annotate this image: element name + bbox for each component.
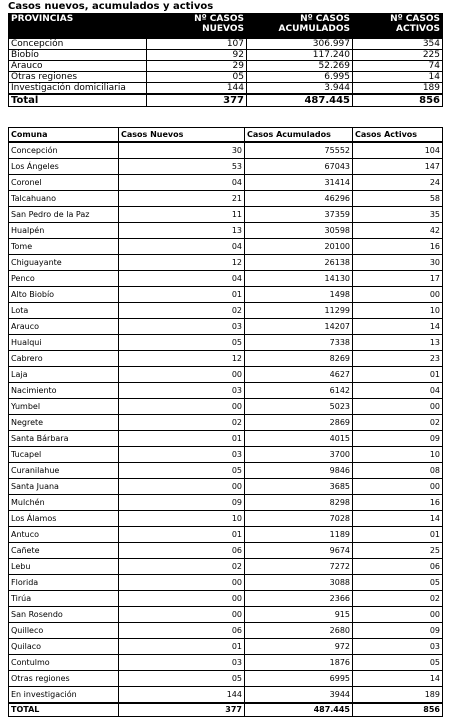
cell-acumulados: 37359 <box>245 207 353 223</box>
cell-name: Biobío <box>9 50 147 61</box>
total-acumulados: 487.445 <box>247 94 353 107</box>
cell-name: Contulmo <box>9 655 119 671</box>
cell-acumulados: 3944 <box>245 687 353 704</box>
cell-activos: 09 <box>353 431 443 447</box>
summary-body <box>9 39 443 95</box>
cell-acumulados: 14207 <box>245 319 353 335</box>
cell-acumulados: 6.995 <box>247 72 353 83</box>
commune-row <box>9 175 443 191</box>
cell-acumulados: 14130 <box>245 271 353 287</box>
total-activos: 856 <box>353 703 443 717</box>
commune-row <box>9 607 443 623</box>
cell-nuevos: 00 <box>119 367 245 383</box>
header-casos-activos: Casos Activos <box>353 128 443 143</box>
header-line: NUEVOS <box>202 24 244 34</box>
cell-acumulados: 2366 <box>245 591 353 607</box>
cell-nuevos: 05 <box>119 463 245 479</box>
header-casos-acumulados: Casos Acumulados <box>245 128 353 143</box>
cell-name: Quilaco <box>9 639 119 655</box>
cell-name: Antuco <box>9 527 119 543</box>
cell-name: Otras regiones <box>9 671 119 687</box>
cell-name: Yumbel <box>9 399 119 415</box>
cell-nuevos: 06 <box>119 543 245 559</box>
cell-activos: 00 <box>353 399 443 415</box>
cell-activos: 225 <box>353 50 443 61</box>
cell-acumulados: 26138 <box>245 255 353 271</box>
cell-nuevos: 12 <box>119 255 245 271</box>
cell-acumulados: 8269 <box>245 351 353 367</box>
cell-nuevos: 00 <box>119 591 245 607</box>
page-title: Casos nuevos, acumulados y activos <box>8 1 214 12</box>
cell-acumulados: 915 <box>245 607 353 623</box>
cell-nuevos: 03 <box>119 383 245 399</box>
cell-nuevos: 13 <box>119 223 245 239</box>
cell-name: Arauco <box>9 319 119 335</box>
cell-acumulados: 3.944 <box>247 83 353 95</box>
commune-row <box>9 671 443 687</box>
cell-name: Los Ángeles <box>9 159 119 175</box>
header-line: Nº CASOS <box>194 14 244 24</box>
cell-name: Santa Bárbara <box>9 431 119 447</box>
cell-name: Alto Biobío <box>9 287 119 303</box>
summary-row <box>9 50 443 61</box>
total-label: TOTAL <box>9 703 119 717</box>
cell-name: Hualqui <box>9 335 119 351</box>
cell-acumulados: 30598 <box>245 223 353 239</box>
summary-row <box>9 39 443 50</box>
commune-row <box>9 559 443 575</box>
header-line: ACUMULADOS <box>278 24 350 34</box>
commune-row <box>9 639 443 655</box>
cell-acumulados: 7272 <box>245 559 353 575</box>
cell-activos: 42 <box>353 223 443 239</box>
cell-nuevos: 30 <box>119 142 245 159</box>
cell-activos: 14 <box>353 671 443 687</box>
cell-activos: 10 <box>353 303 443 319</box>
cell-nuevos: 107 <box>147 39 247 50</box>
cell-name: Cabrero <box>9 351 119 367</box>
cell-nuevos: 05 <box>119 335 245 351</box>
summary-row <box>9 83 443 95</box>
cell-activos: 24 <box>353 175 443 191</box>
commune-row <box>9 575 443 591</box>
cell-activos: 25 <box>353 543 443 559</box>
cell-activos: 30 <box>353 255 443 271</box>
summary-row <box>9 72 443 83</box>
cell-nuevos: 06 <box>119 623 245 639</box>
cell-activos: 01 <box>353 367 443 383</box>
cell-name: Cañete <box>9 543 119 559</box>
cell-name: Mulchén <box>9 495 119 511</box>
cell-acumulados: 20100 <box>245 239 353 255</box>
commune-row <box>9 223 443 239</box>
cell-name: Quilleco <box>9 623 119 639</box>
commune-row <box>9 319 443 335</box>
cell-name: Laja <box>9 367 119 383</box>
cell-activos: 10 <box>353 447 443 463</box>
cell-name: Los Álamos <box>9 511 119 527</box>
cell-nuevos: 10 <box>119 511 245 527</box>
commune-row <box>9 159 443 175</box>
cell-acumulados: 75552 <box>245 142 353 159</box>
cell-activos: 14 <box>353 319 443 335</box>
total-nuevos: 377 <box>119 703 245 717</box>
cell-name: Negrete <box>9 415 119 431</box>
cell-nuevos: 03 <box>119 447 245 463</box>
cell-nuevos: 12 <box>119 351 245 367</box>
cell-activos: 13 <box>353 335 443 351</box>
cell-nuevos: 92 <box>147 50 247 61</box>
cell-nuevos: 03 <box>119 319 245 335</box>
cell-activos: 06 <box>353 559 443 575</box>
cell-acumulados: 11299 <box>245 303 353 319</box>
communes-table <box>8 127 443 717</box>
cell-nuevos: 00 <box>119 607 245 623</box>
cell-name: Curanilahue <box>9 463 119 479</box>
cell-acumulados: 67043 <box>245 159 353 175</box>
cell-name: Santa Juana <box>9 479 119 495</box>
commune-row <box>9 479 443 495</box>
cell-nuevos: 05 <box>119 671 245 687</box>
cell-activos: 14 <box>353 72 443 83</box>
cell-acumulados: 46296 <box>245 191 353 207</box>
cell-name: Nacimiento <box>9 383 119 399</box>
cell-acumulados: 6142 <box>245 383 353 399</box>
cell-activos: 35 <box>353 207 443 223</box>
communes-body <box>9 142 443 703</box>
cell-acumulados: 7028 <box>245 511 353 527</box>
summary-table <box>8 13 443 107</box>
cell-acumulados: 1498 <box>245 287 353 303</box>
header-line: ACTIVOS <box>396 24 440 34</box>
cell-nuevos: 21 <box>119 191 245 207</box>
cell-acumulados: 2869 <box>245 415 353 431</box>
cell-nuevos: 02 <box>119 559 245 575</box>
cell-activos: 02 <box>353 591 443 607</box>
cell-activos: 05 <box>353 655 443 671</box>
cell-activos: 04 <box>353 383 443 399</box>
commune-row <box>9 351 443 367</box>
cell-activos: 189 <box>353 687 443 704</box>
cell-name: Concepción <box>9 39 147 50</box>
commune-row <box>9 687 443 704</box>
cell-acumulados: 5023 <box>245 399 353 415</box>
cell-nuevos: 01 <box>119 287 245 303</box>
cell-nuevos: 00 <box>119 479 245 495</box>
cell-nuevos: 29 <box>147 61 247 72</box>
commune-row <box>9 463 443 479</box>
header-casos-acumulados <box>247 14 353 39</box>
cell-activos: 147 <box>353 159 443 175</box>
cell-acumulados: 6995 <box>245 671 353 687</box>
cell-nuevos: 04 <box>119 239 245 255</box>
header-line: Nº CASOS <box>390 14 440 24</box>
cell-nuevos: 144 <box>147 83 247 95</box>
cell-nuevos: 04 <box>119 175 245 191</box>
cell-nuevos: 01 <box>119 527 245 543</box>
cell-nuevos: 00 <box>119 575 245 591</box>
cell-name: En investigación <box>9 687 119 704</box>
header-comuna: Comuna <box>9 128 119 143</box>
commune-row <box>9 142 443 159</box>
cell-nuevos: 02 <box>119 303 245 319</box>
cell-name: Florida <box>9 575 119 591</box>
commune-row <box>9 255 443 271</box>
cell-activos: 58 <box>353 191 443 207</box>
cell-acumulados: 1876 <box>245 655 353 671</box>
cell-nuevos: 03 <box>119 655 245 671</box>
cell-activos: 09 <box>353 623 443 639</box>
total-acumulados: 487.445 <box>245 703 353 717</box>
header-casos-nuevos <box>147 14 247 39</box>
cell-activos: 00 <box>353 607 443 623</box>
cell-name: San Pedro de la Paz <box>9 207 119 223</box>
commune-row <box>9 623 443 639</box>
cell-acumulados: 3685 <box>245 479 353 495</box>
header-provincias: PROVINCIAS <box>9 14 147 39</box>
commune-row <box>9 367 443 383</box>
commune-row <box>9 527 443 543</box>
commune-row <box>9 591 443 607</box>
cell-acumulados: 9674 <box>245 543 353 559</box>
cell-acumulados: 52.269 <box>247 61 353 72</box>
cell-nuevos: 09 <box>119 495 245 511</box>
header-line: Nº CASOS <box>300 14 350 24</box>
cell-activos: 03 <box>353 639 443 655</box>
cell-nuevos: 01 <box>119 639 245 655</box>
header-casos-nuevos: Casos Nuevos <box>119 128 245 143</box>
total-activos: 856 <box>353 94 443 107</box>
cell-acumulados: 4627 <box>245 367 353 383</box>
cell-nuevos: 11 <box>119 207 245 223</box>
cell-nuevos: 04 <box>119 271 245 287</box>
cell-acumulados: 8298 <box>245 495 353 511</box>
summary-row <box>9 61 443 72</box>
cell-activos: 354 <box>353 39 443 50</box>
cell-activos: 02 <box>353 415 443 431</box>
cell-activos: 14 <box>353 511 443 527</box>
cell-nuevos: 144 <box>119 687 245 704</box>
commune-row <box>9 239 443 255</box>
cell-activos: 01 <box>353 527 443 543</box>
commune-row <box>9 511 443 527</box>
cell-acumulados: 9846 <box>245 463 353 479</box>
cell-acumulados: 117.240 <box>247 50 353 61</box>
cell-acumulados: 972 <box>245 639 353 655</box>
cell-acumulados: 2680 <box>245 623 353 639</box>
commune-row <box>9 287 443 303</box>
cell-name: Penco <box>9 271 119 287</box>
cell-name: Concepción <box>9 142 119 159</box>
cell-acumulados: 3088 <box>245 575 353 591</box>
cell-name: Tome <box>9 239 119 255</box>
cell-name: Tirúa <box>9 591 119 607</box>
cell-nuevos: 00 <box>119 399 245 415</box>
cell-nuevos: 01 <box>119 431 245 447</box>
summary-header-row <box>9 14 443 39</box>
commune-row <box>9 207 443 223</box>
commune-row <box>9 303 443 319</box>
commune-row <box>9 415 443 431</box>
cell-activos: 17 <box>353 271 443 287</box>
commune-row <box>9 447 443 463</box>
cell-activos: 08 <box>353 463 443 479</box>
cell-acumulados: 306.997 <box>247 39 353 50</box>
cell-name: Investigación domiciliaria <box>9 83 147 95</box>
cell-name: Hualpén <box>9 223 119 239</box>
commune-row <box>9 495 443 511</box>
communes-total-row <box>9 703 443 717</box>
cell-activos: 23 <box>353 351 443 367</box>
cell-acumulados: 3700 <box>245 447 353 463</box>
commune-row <box>9 271 443 287</box>
commune-row <box>9 655 443 671</box>
cell-activos: 00 <box>353 479 443 495</box>
cell-activos: 16 <box>353 239 443 255</box>
cell-activos: 104 <box>353 142 443 159</box>
cell-acumulados: 31414 <box>245 175 353 191</box>
cell-acumulados: 1189 <box>245 527 353 543</box>
commune-row <box>9 191 443 207</box>
cell-name: Talcahuano <box>9 191 119 207</box>
cell-activos: 00 <box>353 287 443 303</box>
cell-acumulados: 7338 <box>245 335 353 351</box>
summary-total-row <box>9 94 443 107</box>
commune-row <box>9 431 443 447</box>
cell-activos: 05 <box>353 575 443 591</box>
cell-nuevos: 02 <box>119 415 245 431</box>
cell-name: San Rosendo <box>9 607 119 623</box>
commune-row <box>9 543 443 559</box>
cell-name: Lebu <box>9 559 119 575</box>
cell-name: Tucapel <box>9 447 119 463</box>
cell-name: Otras regiones <box>9 72 147 83</box>
cell-name: Lota <box>9 303 119 319</box>
cell-name: Coronel <box>9 175 119 191</box>
total-nuevos: 377 <box>147 94 247 107</box>
cell-acumulados: 4015 <box>245 431 353 447</box>
total-label: Total <box>9 94 147 107</box>
communes-header-row <box>9 128 443 143</box>
header-casos-activos <box>353 14 443 39</box>
cell-name: Chiguayante <box>9 255 119 271</box>
cell-activos: 189 <box>353 83 443 95</box>
commune-row <box>9 399 443 415</box>
cell-activos: 16 <box>353 495 443 511</box>
cell-activos: 74 <box>353 61 443 72</box>
cell-nuevos: 53 <box>119 159 245 175</box>
cell-name: Arauco <box>9 61 147 72</box>
cell-nuevos: 05 <box>147 72 247 83</box>
commune-row <box>9 335 443 351</box>
commune-row <box>9 383 443 399</box>
